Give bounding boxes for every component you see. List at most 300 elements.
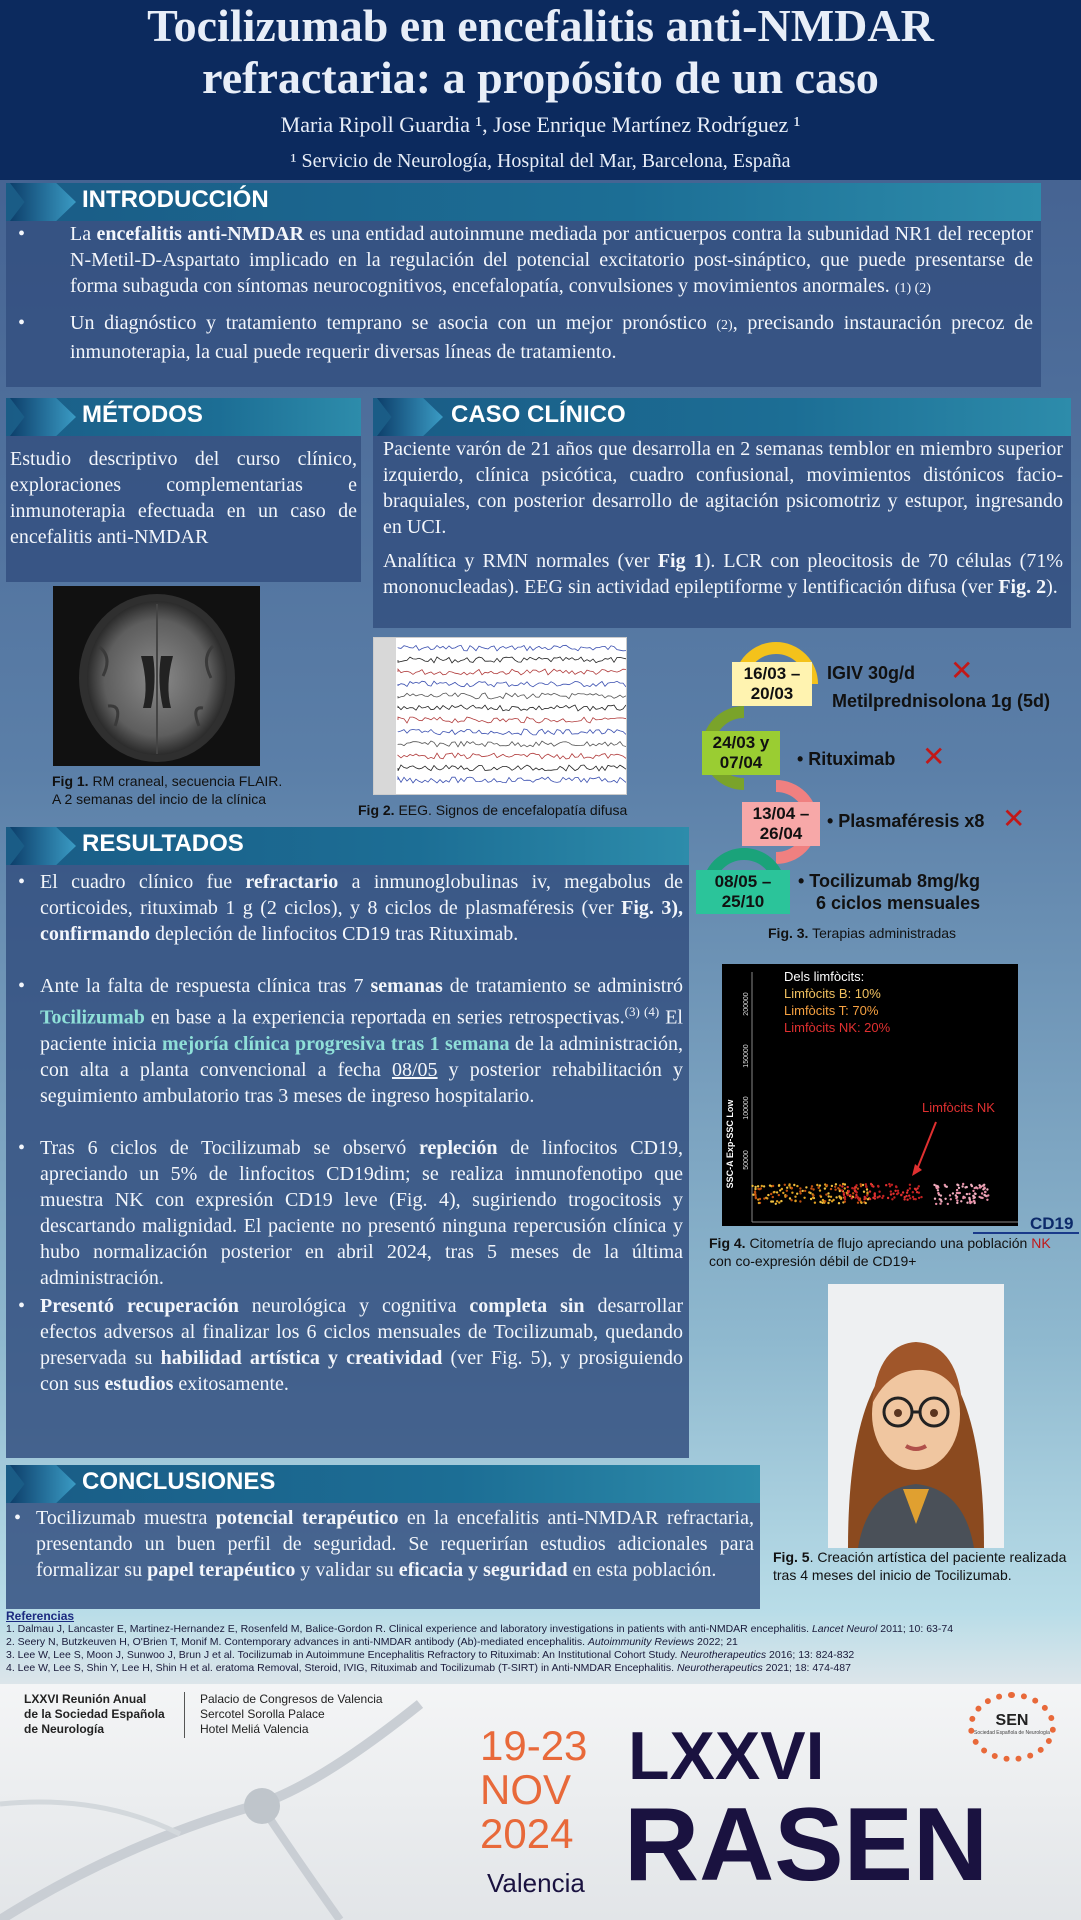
flow-dot	[896, 1193, 898, 1195]
flow-dot	[867, 1198, 869, 1200]
flow-dot	[979, 1186, 981, 1188]
flow-dot	[852, 1192, 854, 1194]
conclusiones-panel	[6, 1503, 760, 1609]
sen-logo-subtext: Sociedad Española de Neurología	[974, 1730, 1050, 1736]
flow-dot	[906, 1192, 908, 1194]
flow-dot	[981, 1197, 983, 1199]
caso-fig-ref: Fig 1	[657, 550, 704, 572]
res-underline: 08/05	[391, 1058, 438, 1081]
flow-dot	[827, 1192, 829, 1194]
flow-dot	[874, 1192, 876, 1194]
flow-dot	[966, 1186, 968, 1188]
ref-text: 3. Lee W, Lee S, Moon J, Sunwoo J, Brun J et al. Tocilizumab in Autoimmune Encephalitis Refractory to Rituximab: An Institutional Cohort Study.	[6, 1649, 681, 1661]
therapy-timeline	[690, 640, 1080, 940]
flow-dot	[940, 1200, 942, 1202]
eeg-image	[373, 637, 627, 795]
flow-dot	[866, 1188, 868, 1190]
fig2-caption	[358, 801, 658, 819]
flow-dot	[854, 1196, 856, 1198]
flow-dot	[847, 1191, 849, 1193]
flow-dot	[944, 1184, 946, 1186]
concl-text: y validar su	[295, 1559, 399, 1581]
flow-dot	[864, 1196, 866, 1198]
footer-brand-name: RASEN	[624, 1787, 989, 1903]
res-text: (ver Fig. 5), y prosiguiendo con sus	[40, 1346, 683, 1395]
flow-dot	[796, 1185, 798, 1187]
flow-dot	[971, 1185, 973, 1187]
res-text: El cuadro clínico fue	[40, 871, 246, 893]
intro-bold: encefalitis anti-NMDAR	[96, 223, 304, 245]
flow-dot	[878, 1191, 880, 1193]
intro-text: La	[70, 223, 97, 245]
flow-dot	[863, 1191, 865, 1193]
authors: Maria Ripoll Guardia ¹, Jose Enrique Martínez Rodríguez ¹	[280, 112, 801, 137]
conclusiones-heading-label: CONCLUSIONES	[82, 1468, 276, 1495]
metodos-heading-label: MÉTODOS	[82, 401, 203, 428]
flow-dot	[847, 1186, 849, 1188]
fail-x-icon: ✕	[1002, 802, 1026, 835]
res-bold: refractario	[245, 871, 339, 893]
flow-dot	[855, 1184, 857, 1186]
flow-dot	[862, 1184, 864, 1186]
res-text: desarrollar efectos adversos al finalizar los 6 ciclos mensuales de Tocilizumab, quedando preservada su	[40, 1294, 684, 1369]
timeline-label-1a: IGIV 30g/d	[827, 663, 916, 683]
flow-dot	[966, 1202, 968, 1204]
flow-dot	[882, 1195, 884, 1197]
nk-arrow-label: Limfòcits NK	[922, 1100, 995, 1115]
footer-org-line: LXXVI Reunión Anual	[24, 1692, 147, 1706]
flow-dot	[757, 1185, 759, 1187]
flow-dot	[838, 1195, 840, 1197]
flow-dot	[839, 1184, 841, 1186]
timeline-date-4: 08/05 – 25/10	[696, 870, 790, 914]
flow-dot	[940, 1194, 942, 1196]
resultados-bullet-3	[10, 1135, 683, 1291]
flow-dot	[808, 1191, 810, 1193]
flow-dot	[889, 1185, 891, 1187]
flow-dot	[915, 1198, 917, 1200]
flow-dot	[794, 1200, 796, 1202]
flow-dot	[773, 1191, 775, 1193]
flow-dot	[778, 1201, 780, 1203]
flow-ytick: 200000	[743, 992, 750, 1016]
sen-logo-text: SEN	[995, 1712, 1029, 1729]
flow-dot	[844, 1201, 846, 1203]
flow-legend-b: Limfòcits B: 10%	[784, 986, 881, 1001]
fail-x-icon: ✕	[950, 654, 974, 687]
timeline-date-3: 13/04 – 26/04	[742, 802, 820, 846]
flow-dot	[907, 1189, 909, 1191]
flow-dot	[796, 1193, 798, 1195]
flow-dot	[964, 1196, 966, 1198]
resultados-bullet-4	[10, 1293, 683, 1397]
flow-dot	[805, 1186, 807, 1188]
metodos-heading	[6, 398, 361, 436]
fig4-caption	[709, 1234, 1059, 1270]
footer-date-range: 19-23	[480, 1722, 588, 1769]
flow-dot	[894, 1190, 896, 1192]
flow-dot	[810, 1187, 812, 1189]
flow-dot	[888, 1183, 890, 1185]
res-bold: repleción	[418, 1136, 498, 1159]
flow-legend-title: Dels limfòcits:	[784, 969, 865, 984]
flow-ytick: 100000	[743, 1096, 750, 1120]
fig4-label: Fig 4.	[709, 1235, 746, 1251]
flow-scatter	[722, 964, 1018, 1226]
flow-dot	[819, 1189, 821, 1191]
ref-text: 4. Lee W, Lee S, Shin Y, Lee H, Shin H et al. eratoma Removal, Steroid, IVIG, Rituximab and Tocilizumab (T-SIRT) in Anti-NMDAR Encephalitis.	[6, 1662, 677, 1674]
ref-journal: Neurotherapeutics	[680, 1649, 767, 1661]
flow-dot	[776, 1191, 778, 1193]
eeg-trace	[398, 765, 626, 771]
flow-dot	[869, 1190, 871, 1192]
res-bold: habilidad artística y creatividad	[160, 1346, 443, 1369]
resultados-bullet-2	[10, 973, 683, 1109]
flow-dot	[843, 1194, 845, 1196]
chevron-icon	[10, 1465, 76, 1503]
flow-dot	[754, 1188, 756, 1190]
ref-text: 1. Dalmau J, Lancaster E, Martinez-Hernandez E, Rosenfeld M, Balice-Gordon R. Clinical experience and laboratory investigations in patients with anti-NMDAR encephalitis.	[6, 1623, 812, 1635]
caso-p2	[383, 548, 1063, 600]
flow-dot	[827, 1202, 829, 1204]
flow-dot	[820, 1196, 822, 1198]
flow-dot	[976, 1187, 978, 1189]
concl-text: en la encefalitis anti-NMDAR refractaria, presentando un buen perfil de seguridad. Se requerirían estudios adicionales para formalizar su	[36, 1507, 754, 1581]
flow-dot	[811, 1185, 813, 1187]
intro-text: Un diagnóstico y tratamiento temprano se asocia con un mejor pronóstico	[70, 312, 717, 334]
flow-dot	[895, 1185, 897, 1187]
flow-dot	[824, 1187, 826, 1189]
flow-dot	[860, 1201, 862, 1203]
flow-dot	[793, 1184, 795, 1186]
flow-dot	[834, 1186, 836, 1188]
flow-dot	[831, 1200, 833, 1202]
flow-dot	[839, 1190, 841, 1192]
flow-dot	[822, 1199, 824, 1201]
flow-dot	[778, 1185, 780, 1187]
flow-dot	[909, 1184, 911, 1186]
timeline-label-1b: Metilprednisolona 1g (5d)	[832, 691, 1051, 711]
flow-dot	[892, 1193, 894, 1195]
reference-item	[6, 1636, 1076, 1649]
flow-cytometry-plot	[722, 964, 1018, 1226]
title-line-2: refractaria: a propósito de un caso	[202, 52, 879, 103]
cd19-label: CD19	[1030, 1214, 1074, 1233]
flow-dot	[772, 1185, 774, 1187]
fig4-nk: NK	[1031, 1235, 1051, 1251]
res-text: y posterior rehabilitación y seguimiento ambulatorio tras 3 meses de ingreso hospitalario.	[40, 1058, 683, 1107]
flow-dot	[955, 1194, 957, 1196]
caso-heading-label: CASO CLÍNICO	[451, 401, 626, 428]
chevron-icon	[10, 827, 76, 865]
flow-dot	[814, 1202, 816, 1204]
flow-dot	[869, 1198, 871, 1200]
flow-dot	[984, 1195, 986, 1197]
footer-divider	[184, 1692, 185, 1738]
flow-dot	[935, 1203, 937, 1205]
footer-city: Valencia	[487, 1868, 585, 1898]
flow-dot	[765, 1197, 767, 1199]
flow-dot	[819, 1184, 821, 1186]
ref-journal: Lancet Neurol	[811, 1623, 878, 1635]
flow-dot	[974, 1192, 976, 1194]
flow-dot	[856, 1191, 858, 1193]
concl-bold: papel terapéutico	[147, 1559, 296, 1581]
flow-dot	[842, 1183, 844, 1185]
flow-dot	[782, 1192, 784, 1194]
flow-dot	[857, 1188, 859, 1190]
flow-dot	[818, 1187, 820, 1189]
flow-dot	[781, 1188, 783, 1190]
flow-dot	[763, 1185, 765, 1187]
intro-text: , precisando instauración precoz de inmunoterapia, la cual puede requerir diversas líneas de tratamiento.	[70, 312, 1034, 363]
flow-dot	[866, 1194, 868, 1196]
flow-dot	[956, 1199, 958, 1201]
flow-dot	[891, 1198, 893, 1200]
conclusiones-text	[6, 1505, 754, 1583]
flow-dot	[754, 1186, 756, 1188]
fig5-label: Fig. 5	[773, 1549, 810, 1565]
flow-dot	[978, 1196, 980, 1198]
flow-dot	[870, 1183, 872, 1185]
flow-dot	[855, 1194, 857, 1196]
flow-dot	[841, 1189, 843, 1191]
eeg-trace	[398, 753, 626, 759]
flow-dot	[819, 1201, 821, 1203]
flow-dot	[956, 1202, 958, 1204]
flow-dot	[908, 1195, 910, 1197]
flow-dot	[844, 1187, 846, 1189]
flow-dot	[838, 1202, 840, 1204]
eeg-trace	[398, 777, 626, 783]
fig2-label: Fig 2.	[358, 802, 395, 818]
ref-text: 2016; 13: 824-832	[766, 1649, 855, 1661]
timeline-date-1: 16/03 – 20/03	[732, 662, 812, 706]
flow-dot	[918, 1197, 920, 1199]
flow-dot	[831, 1185, 833, 1187]
flow-dot	[804, 1190, 806, 1192]
artwork-portrait	[828, 1284, 1004, 1548]
res-ref: (3) (4)	[624, 1004, 660, 1019]
flow-dot	[984, 1191, 986, 1193]
fail-x-icon: ✕	[922, 740, 946, 773]
flow-dot	[974, 1187, 976, 1189]
flow-dot	[825, 1193, 827, 1195]
res-bold: semanas	[370, 975, 443, 997]
flow-dot	[752, 1194, 754, 1196]
fig1-label: Fig 1.	[52, 773, 89, 789]
flow-dot	[916, 1191, 918, 1193]
flow-dot	[878, 1195, 880, 1197]
flow-dot	[760, 1187, 762, 1189]
flow-dot	[799, 1192, 801, 1194]
flow-dot	[897, 1190, 899, 1192]
caso-panel	[373, 436, 1071, 628]
caso-p1: Paciente varón de 21 años que desarrolla en 2 semanas temblor en miembro superior izquierdo, clínica psicótica, cuadro confusional, movimientos distónicos facio-braquiales, con posterior desarrollo de agitación psicomotriz y estupor, ingresando en UCI.	[383, 438, 1063, 538]
flow-dot	[778, 1194, 780, 1196]
flow-dot	[902, 1191, 904, 1193]
flow-dot	[974, 1196, 976, 1198]
eeg-trace	[398, 681, 626, 687]
flow-dot	[780, 1200, 782, 1202]
flow-dot	[877, 1185, 879, 1187]
timeline-label-4b: 6 ciclos mensuales	[816, 893, 981, 913]
footer-org-line: de la Sociedad Española	[24, 1707, 165, 1721]
footer-venue-line: Hotel Meliá Valencia	[200, 1722, 309, 1736]
flow-dot	[957, 1192, 959, 1194]
eeg-trace	[398, 693, 626, 699]
fig5-caption	[773, 1548, 1081, 1584]
flow-dot	[770, 1193, 772, 1195]
flow-dot	[799, 1200, 801, 1202]
footer-venue-line: Sercotel Sorolla Palace	[200, 1707, 325, 1721]
intro-heading	[6, 183, 1041, 221]
flow-dot	[936, 1187, 938, 1189]
flow-dot	[950, 1198, 952, 1200]
flow-dot	[841, 1185, 843, 1187]
ref-text: 2022; 21	[694, 1636, 738, 1648]
flow-dot	[966, 1193, 968, 1195]
congress-footer	[0, 1684, 1081, 1920]
flow-dot	[920, 1196, 922, 1198]
flow-dot	[865, 1186, 867, 1188]
flow-dot	[785, 1195, 787, 1197]
flow-dot	[788, 1184, 790, 1186]
flow-dot	[759, 1198, 761, 1200]
footer-date-year: 2024	[480, 1810, 574, 1857]
flow-dot	[947, 1203, 949, 1205]
chevron-icon	[10, 183, 76, 221]
flow-dot	[784, 1184, 786, 1186]
eeg-trace	[398, 657, 626, 663]
flow-dot	[791, 1192, 793, 1194]
intro-bullet-2	[10, 310, 1033, 365]
flow-dot	[956, 1189, 958, 1191]
eeg-trace	[398, 741, 626, 747]
footer-date-month: NOV	[480, 1766, 572, 1813]
flow-dot	[757, 1188, 759, 1190]
res-text: a inmunoglobulinas iv, megabolus de corticoides, rituximab 1 g (2 ciclos), y 8 ciclos de plasmaféresis (ver	[40, 871, 683, 919]
flow-dot	[786, 1187, 788, 1189]
reference-item	[6, 1649, 1076, 1662]
flow-dot	[775, 1203, 777, 1205]
flow-dot	[915, 1189, 917, 1191]
concl-text: en esta población.	[567, 1559, 717, 1581]
ref-text: 2021; 18: 474-487	[762, 1662, 851, 1674]
resultados-bullet-1	[10, 869, 683, 947]
flow-dot	[844, 1198, 846, 1200]
eeg-trace	[398, 645, 626, 651]
flow-dot	[812, 1188, 814, 1190]
intro-ref: (2)	[716, 318, 733, 333]
caso-text: ).	[1046, 576, 1058, 598]
flow-dot	[939, 1203, 941, 1205]
res-text: de la administración, con alta a planta convencional a fecha	[40, 1032, 684, 1081]
flow-dot	[937, 1192, 939, 1194]
res-bold: Presentó recuperación	[40, 1294, 239, 1317]
flow-dot	[863, 1198, 865, 1200]
flow-dot	[944, 1198, 946, 1200]
flow-dot	[970, 1201, 972, 1203]
eeg-trace	[398, 705, 626, 711]
flow-dot	[865, 1202, 867, 1204]
flow-dot	[872, 1197, 874, 1199]
flow-dot	[981, 1192, 983, 1194]
flow-dot	[830, 1188, 832, 1190]
flow-legend-t: Limfòcits T: 70%	[784, 1003, 879, 1018]
flow-dot	[909, 1197, 911, 1199]
ref-journal: Neurotherapeutics	[676, 1662, 763, 1674]
flow-dot	[887, 1197, 889, 1199]
flow-dot	[835, 1196, 837, 1198]
flow-dot	[794, 1196, 796, 1198]
flow-dot	[837, 1187, 839, 1189]
flow-dot	[816, 1184, 818, 1186]
flow-dot	[909, 1187, 911, 1189]
flow-dot	[865, 1183, 867, 1185]
flow-dot	[900, 1194, 902, 1196]
footer-dates	[480, 1724, 587, 1856]
flow-dot	[860, 1185, 862, 1187]
resultados-heading-label: RESULTADOS	[82, 830, 244, 857]
flow-dot	[812, 1194, 814, 1196]
flow-dot	[973, 1200, 975, 1202]
concl-text: Tocilizumab muestra	[36, 1507, 216, 1529]
flow-dot	[826, 1184, 828, 1186]
fig1-caption	[52, 772, 312, 808]
res-text: depleción de linfocitos CD19 tras Rituximab.	[150, 923, 519, 945]
flow-dot	[803, 1197, 805, 1199]
flow-dot	[982, 1188, 984, 1190]
ref-text: 2011; 10: 63-74	[877, 1623, 954, 1635]
flow-dot	[983, 1184, 985, 1186]
flow-dot	[769, 1184, 771, 1186]
flow-dot	[786, 1190, 788, 1192]
flow-dot	[890, 1193, 892, 1195]
conclusiones-heading	[6, 1465, 760, 1503]
flow-dot	[851, 1197, 853, 1199]
res-text: El paciente inicia	[40, 1006, 683, 1055]
flow-dot	[956, 1184, 958, 1186]
eeg-trace	[398, 729, 626, 735]
references-heading: Referencias	[6, 1609, 75, 1623]
caso-heading	[373, 398, 1071, 436]
flow-dot	[834, 1189, 836, 1191]
ref-text: 2. Seery N, Butzkeuven H, O'Brien T, Monif M. Contemporary advances in anti-NMDAR antibody (Ab)-mediated encephalitis.	[6, 1636, 588, 1648]
caso-text: Analítica y RMN normales (ver	[383, 550, 658, 572]
flow-dot	[828, 1199, 830, 1201]
fig3-text: Terapias administradas	[808, 925, 957, 941]
fig3-label: Fig. 3.	[768, 925, 809, 941]
flow-ylabel: SSC-A Exp-SSC Low	[725, 1099, 735, 1189]
res-bold: estudios	[104, 1372, 174, 1395]
timeline-label-4a: • Tocilizumab 8mg/kg	[798, 871, 980, 891]
flow-dot	[912, 1191, 914, 1193]
concl-bold: potencial terapéutico	[215, 1507, 399, 1529]
chevron-icon	[10, 398, 76, 436]
flow-dot	[893, 1196, 895, 1198]
flow-dot	[772, 1196, 774, 1198]
res-bold: Fig. 3), confirmando	[40, 897, 683, 945]
flow-dot	[987, 1194, 989, 1196]
caso-fig-ref: Fig. 2	[998, 576, 1047, 598]
timeline-label-3: • Plasmaféresis x8	[827, 811, 985, 831]
metodos-panel: Estudio descriptivo del curso clínico, exploraciones complementarias e inmunoterapia efectuada en un caso de encefalitis anti-NMDAR	[6, 436, 361, 582]
flow-dot	[960, 1200, 962, 1202]
flow-dot	[978, 1184, 980, 1186]
res-text: Tras 6 ciclos de Tocilizumab se observó	[40, 1136, 419, 1159]
footer-venues	[200, 1692, 383, 1737]
